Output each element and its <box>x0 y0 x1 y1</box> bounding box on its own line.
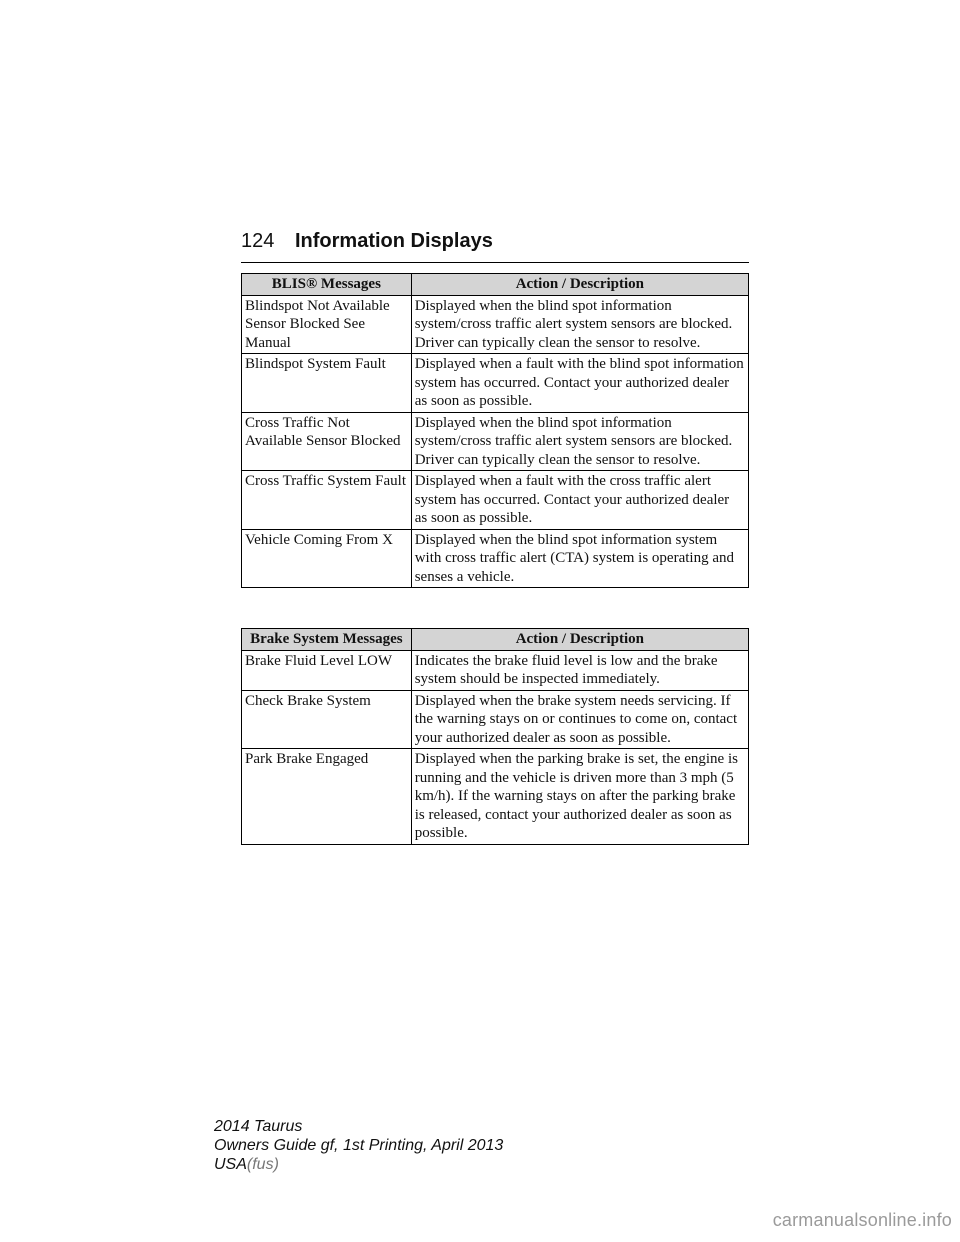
table-row <box>242 650 749 690</box>
table-row <box>242 295 749 354</box>
description-cell: Displayed when the blind spot information system/cross traffic alert system sensors are blocked. Driver can typically clean the sensor to resolve. <box>411 295 748 354</box>
message-cell: Vehicle Coming From X <box>242 529 412 588</box>
footer-region-code: (fus) <box>246 1156 279 1173</box>
brake-messages-table <box>241 628 749 845</box>
footer-model: 2014 Taurus <box>214 1118 303 1135</box>
description-cell: Displayed when a fault with the cross traffic alert system has occurred. Contact your authorized dealer as soon as possible. <box>411 471 748 530</box>
column-header-description: Action / Description <box>411 629 748 651</box>
message-cell: Park Brake Engaged <box>242 749 412 845</box>
table-header-row <box>242 274 749 296</box>
table-row <box>242 690 749 749</box>
table-header-row <box>242 629 749 651</box>
message-cell: Blindspot System Fault <box>242 354 412 413</box>
site-watermark: carmanualsonline.info <box>772 1210 952 1230</box>
footer-region-main: USA <box>214 1156 247 1173</box>
message-cell: Brake Fluid Level LOW <box>242 650 412 690</box>
table-row <box>242 354 749 413</box>
message-cell: Check Brake System <box>242 690 412 749</box>
description-cell: Indicates the brake fluid level is low and the brake system should be inspected immediately. <box>411 650 748 690</box>
description-cell: Displayed when the parking brake is set, the engine is running and the vehicle is driven more than 3 mph (5 km/h). If the warning stays on after the parking brake is released, contact your authorized dealer as soon as possible. <box>411 749 748 845</box>
table-row <box>242 749 749 845</box>
table-row <box>242 529 749 588</box>
column-header-messages: Brake System Messages <box>242 629 412 651</box>
column-header-messages: BLIS® Messages <box>242 274 412 296</box>
description-cell: Displayed when the brake system needs servicing. If the warning stays on or continues to come on, contact your authorized dealer as soon as possible. <box>411 690 748 749</box>
column-header-description: Action / Description <box>411 274 748 296</box>
blis-messages-table <box>241 273 749 588</box>
page-header <box>241 228 749 263</box>
description-cell: Displayed when the blind spot information system with cross traffic alert (CTA) system is operating and senses a vehicle. <box>411 529 748 588</box>
page-title: Information Displays <box>295 230 493 252</box>
message-cell: Blindspot Not Available Sensor Blocked See Manual <box>242 295 412 354</box>
footer-edition: Owners Guide gf, 1st Printing, April 2013 <box>214 1137 504 1154</box>
table-row <box>242 471 749 530</box>
document-footer <box>214 1117 503 1174</box>
message-cell: Cross Traffic Not Available Sensor Blocked <box>242 412 412 471</box>
description-cell: Displayed when the blind spot information system/cross traffic alert system sensors are blocked. Driver can typically clean the sensor to resolve. <box>411 412 748 471</box>
table-row <box>242 412 749 471</box>
description-cell: Displayed when a fault with the blind spot information system has occurred. Contact your authorized dealer as soon as possible. <box>411 354 748 413</box>
message-cell: Cross Traffic System Fault <box>242 471 412 530</box>
footer-region <box>214 1155 503 1174</box>
page-number: 124 <box>241 230 275 252</box>
